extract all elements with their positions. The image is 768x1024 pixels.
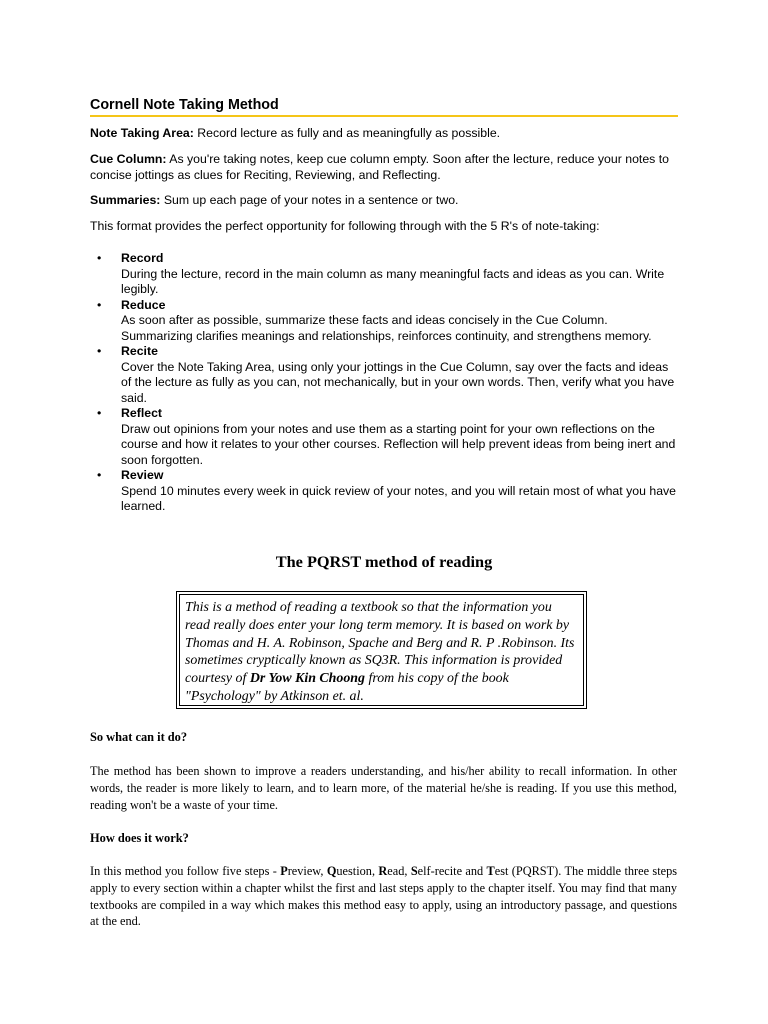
list-item-heading: Recite <box>121 344 158 358</box>
step-rest: elf-recite <box>417 864 463 878</box>
step-letter: S <box>410 864 418 878</box>
cue-column-paragraph <box>90 152 678 183</box>
list-item-heading: Reduce <box>121 297 166 312</box>
note-taking-area-paragraph <box>90 126 678 142</box>
cue-column-text: As you're taking notes, keep cue column empty. Soon after the lecture, reduce your notes to concise jottings as clues for Reciting, Reviewing, and Reflecting. <box>90 152 669 182</box>
acronym: (PQRST). <box>508 864 562 878</box>
how-intro: In this method you follow five steps - <box>90 864 281 878</box>
list-item-description: Draw out opinions from your notes and use them as a starting point for your own reflections on the course and how it relates to your other courses. Reflection will help prevent ideas from being inert and soon forgotten. <box>121 421 676 467</box>
info-box-author: Dr Yow Kin Choong <box>249 671 365 687</box>
list-item-description: Cover the Note Taking Area, using only your jottings in the Cue Column, say over the facts and ideas of the lecture as fully as you can, not mechanically, but in your own words. Then, verify what you have said. <box>121 359 675 405</box>
note-taking-area-text: Record lecture as fully and as meaningfully as possible. <box>193 126 501 140</box>
step-rest: ead <box>387 864 405 878</box>
step-rest: uestion <box>336 864 372 878</box>
step-separator: , <box>320 864 327 878</box>
bullet-icon: • <box>97 406 102 420</box>
bullet-icon: • <box>97 468 102 482</box>
summaries-paragraph <box>90 193 678 209</box>
list-item-description: As soon after as possible, summarize these facts and ideas concisely in the Cue Column. Summarizing clarifies meanings and relationships, reinforces continuity, and strengthens memory. <box>121 313 652 343</box>
summaries-text: Sum up each page of your notes in a sentence or two. <box>160 193 459 207</box>
list-item <box>90 298 680 345</box>
list-item <box>90 468 680 515</box>
section-body-how <box>90 863 677 930</box>
list-item <box>90 406 680 468</box>
summaries-label: Summaries: <box>90 193 161 207</box>
bullet-icon: • <box>97 251 102 265</box>
bullet-icon: • <box>97 297 102 312</box>
step-rest: est <box>494 864 509 878</box>
info-box-text-after: from his copy of the book "Psychology" by Atkinson et. al. <box>185 671 509 704</box>
cue-column-label: Cue Column: <box>90 152 167 166</box>
list-item-heading: Reflect <box>121 406 163 420</box>
how-body: The middle three steps apply to every section within a chapter whilst the first and last steps apply to the chapter itself. You may find that many textbooks are compiled in a way which makes this method easy to apply, using an introductory passage, and questions at the end. <box>90 864 677 929</box>
section-heading-what: So what can it do? <box>90 730 188 744</box>
list-item-description: During the lecture, record in the main column as many meaningful facts and ideas as you can. Write legibly. <box>121 266 665 296</box>
step-letter: R <box>378 864 388 878</box>
list-item-heading: Record <box>121 251 164 265</box>
note-taking-area-label: Note Taking Area: <box>90 126 194 140</box>
step-separator: , <box>404 864 411 878</box>
five-rs-list <box>90 251 680 515</box>
pqrst-title: The PQRST method of reading <box>275 552 493 571</box>
list-item-heading: Review <box>121 468 164 482</box>
step-rest: review <box>287 864 321 878</box>
info-box-text-before: This is a method of reading a textbook so that the information you read really does enter your long term memory. It is based on work by Thomas and H. A. Robinson, Spache and Berg and R. P .Robinson. Its sometimes cryptically known as SQ3R. This information is provided courtesy of <box>185 600 575 687</box>
step-letter: P <box>280 864 288 878</box>
info-box <box>176 591 587 709</box>
list-item <box>90 251 680 298</box>
info-box-text <box>179 594 584 706</box>
document-title: Cornell Note Taking Method <box>90 96 678 117</box>
step-and: and <box>462 864 487 878</box>
section-body-what: The method has been shown to improve a readers understanding, and his/her ability to recall information. In other words, the reader is more likely to learn, and to learn more, of the material he/she is reading. If you use this method, reading won't be a waste of your time. <box>90 764 677 812</box>
list-item <box>90 344 680 406</box>
list-item-description: Spend 10 minutes every week in quick review of your notes, and you will retain most of what you have learned. <box>121 483 677 513</box>
section-heading-how: How does it work? <box>90 831 189 845</box>
step-letter: Q <box>326 864 337 878</box>
step-letter: T <box>486 864 495 878</box>
bullet-icon: • <box>97 344 102 358</box>
step-separator: , <box>371 864 379 878</box>
five-rs-intro: This format provides the perfect opportunity for following through with the 5 R's of note-taking: <box>90 219 600 233</box>
